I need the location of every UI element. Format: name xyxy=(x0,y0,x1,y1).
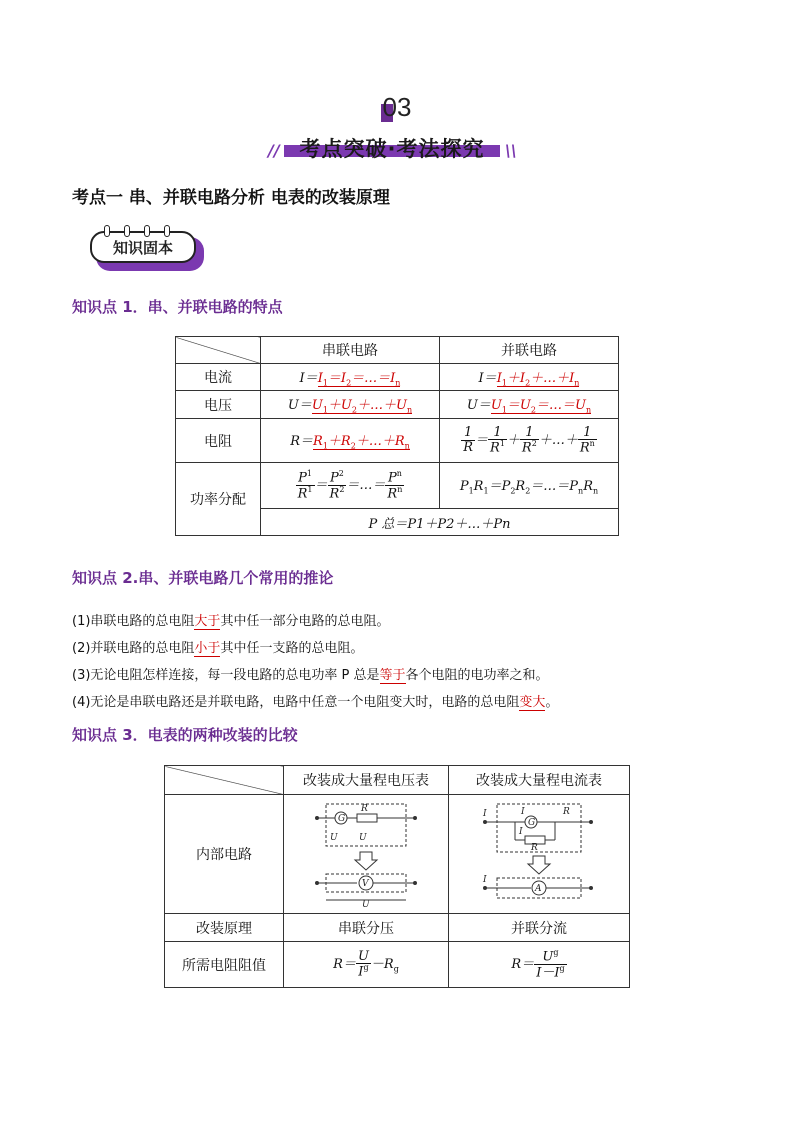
row-label-voltage: 电压 xyxy=(176,391,261,419)
svg-text:I: I xyxy=(521,807,525,817)
kp2-point-4: (4)无论是串联电路还是并联电路，电路中任意一个电阻变大时，电路的总电阻变大。 xyxy=(72,695,559,710)
svg-text:I: I xyxy=(483,809,487,819)
parallel-current-formula: $I=I_1+I_2+\dots+I_n$ xyxy=(440,364,619,391)
kp3-row-label-circuit: 内部电路 xyxy=(165,795,284,914)
kp1-table xyxy=(175,336,619,536)
series-resistance-formula: $R=R_1+R_2+\dots+R_n$ xyxy=(261,419,440,463)
kp3-header-voltmeter: 改装成大量程电压表 xyxy=(284,766,449,795)
series-power-formula: $\frac{P^1}{R^1}$ ＝ $\frac{P^2}{R^2}$ ＝…＝ $\frac{P^n}{R^n}$ xyxy=(261,463,440,509)
kp3-title: 知识点 3．电表的两种改装的比较 xyxy=(72,726,298,744)
power-total-formula: P 总＝P1＋P2＋…＋Pn xyxy=(261,509,619,536)
kp2-point-3: (3)无论电阻怎样连接，每一段电路的总电功率 P 总是等于各个电阻的电功率之和。 xyxy=(72,668,549,683)
knowledge-badge xyxy=(90,231,200,267)
svg-text:U: U xyxy=(330,833,338,843)
svg-text:U: U xyxy=(362,900,370,908)
row-label-power: 功率分配 xyxy=(176,463,261,536)
kp3-table xyxy=(164,765,630,988)
topic-title: 考点一 串、并联电路分析 电表的改装原理 xyxy=(72,188,390,208)
svg-text:G: G xyxy=(338,814,346,824)
svg-text:A: A xyxy=(535,884,542,894)
series-voltage-formula: $U=U_1+U_2+\dots+U_n$ xyxy=(261,391,440,419)
kp3-row-label-resistance: 所需电阻阻值 xyxy=(165,942,284,988)
table-corner xyxy=(176,337,261,364)
ammeter-principle: 并联分流 xyxy=(449,914,630,942)
row-label-resistance: 电阻 xyxy=(176,419,261,463)
series-current-formula: $I=I_1=I_2=\dots=I_n$ xyxy=(261,364,440,391)
svg-text:U: U xyxy=(359,833,367,843)
header-series: 串联电路 xyxy=(261,337,440,364)
kp3-header-ammeter: 改装成大量程电流表 xyxy=(449,766,630,795)
header-parallel: 并联电路 xyxy=(440,337,619,364)
svg-text:R: R xyxy=(531,843,538,853)
kp1-title: 知识点 1．串、并联电路的特点 xyxy=(72,298,283,316)
ammeter-resistance-formula: R＝ $\frac{U^g}{I-I^g}$ xyxy=(449,942,630,988)
voltmeter-resistance-formula: R＝ $\frac{U}{I^g}$ $-R_g$ xyxy=(284,942,449,988)
parallel-power-formula: $P_1R_1=P_2R_2=\dots=P_nR_n$ xyxy=(440,463,619,509)
row-label-current: 电流 xyxy=(176,364,261,391)
svg-text:R: R xyxy=(361,804,368,814)
kp2-point-1: (1)串联电路的总电阻大于其中任一部分电路的总电阻。 xyxy=(72,614,390,629)
parallel-resistance-formula: $\frac{1}{R}$ ＝ $\frac{1}{R^1}$ ＋ $\frac{1}{R^2}$ ＋…＋ $\frac{1}{R^n}$ xyxy=(440,419,619,463)
svg-text:R: R xyxy=(563,807,570,817)
banner-left-slashes: // xyxy=(268,141,280,160)
kp3-table-corner xyxy=(165,766,284,795)
banner-right-slashes: \\ xyxy=(505,141,517,160)
kp3-row-label-principle: 改装原理 xyxy=(165,914,284,942)
parallel-voltage-formula: $U=U_1=U_2=\dots=U_n$ xyxy=(440,391,619,419)
voltmeter-circuit-diagram xyxy=(284,795,449,914)
kp2-point-2: (2)并联电路的总电阻小于其中任一支路的总电阻。 xyxy=(72,641,364,656)
section-banner xyxy=(284,133,500,161)
section-banner-text: 考点突破·考法探究 xyxy=(299,137,485,161)
section-number: 03 xyxy=(382,92,412,122)
voltmeter-principle: 串联分压 xyxy=(284,914,449,942)
svg-text:I: I xyxy=(519,827,523,837)
ammeter-circuit-diagram xyxy=(449,795,630,914)
svg-text:V: V xyxy=(362,879,369,889)
badge-label: 知识固本 xyxy=(112,239,173,257)
kp2-title: 知识点 2.串、并联电路几个常用的推论 xyxy=(72,569,334,587)
svg-text:I: I xyxy=(483,875,487,885)
svg-text:G: G xyxy=(528,818,536,828)
